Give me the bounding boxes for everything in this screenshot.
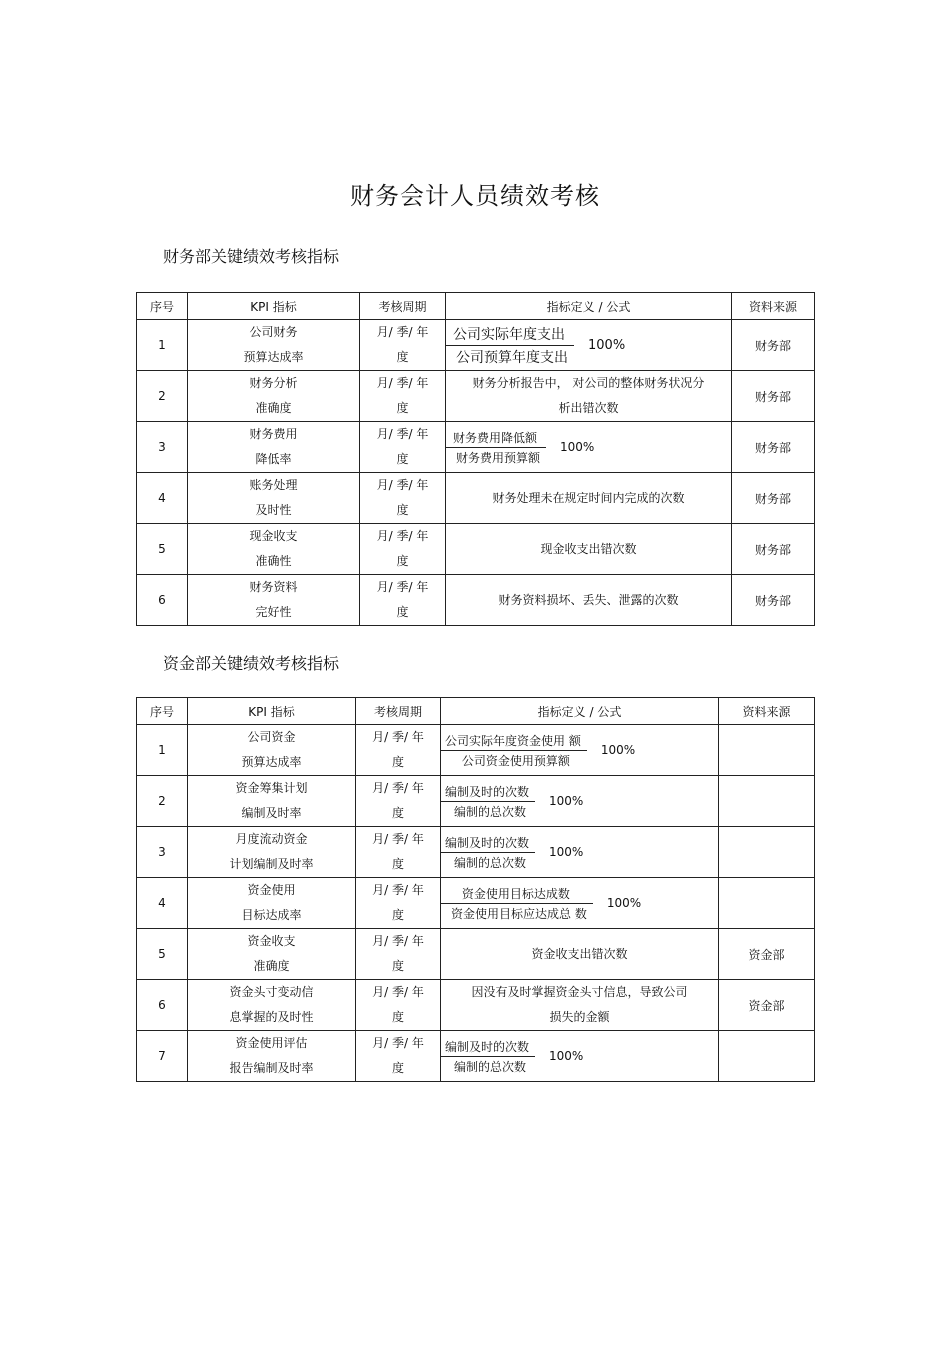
cell-definition [441, 827, 719, 878]
header-period: 考核周期 [360, 293, 446, 320]
cell-source [719, 776, 815, 827]
cell-kpi [188, 473, 360, 524]
formula-numerator: 编制及时的次数 [441, 1038, 535, 1057]
cell-period [356, 827, 441, 878]
table-header-row [137, 293, 815, 320]
header-no: 序号 [137, 293, 188, 320]
section-heading-funds: 资金部关键绩效考核指标 [163, 654, 340, 673]
header-no: 序号 [137, 698, 188, 725]
kpi-name-line: 月度流动资金 [235, 832, 308, 846]
finance-kpi-table [136, 292, 815, 626]
cell-source [719, 827, 815, 878]
cell-no: 6 [137, 575, 188, 626]
cell-no: 5 [137, 929, 188, 980]
funds-kpi-table [136, 697, 815, 1082]
cell-kpi [188, 422, 360, 473]
period-line: 度 [396, 401, 409, 415]
cell-source: 财务部 [732, 575, 815, 626]
kpi-name-line: 息掌握的及时性 [229, 1010, 314, 1024]
cell-definition [446, 473, 732, 524]
period-line: 月/ 季/ 年 [376, 529, 429, 543]
cell-no: 5 [137, 524, 188, 575]
formula-numerator: 公司实际年度资金使用 额 [441, 732, 587, 751]
header-source: 资料来源 [719, 698, 815, 725]
fraction [441, 1038, 535, 1075]
cell-source: 资金部 [719, 980, 815, 1031]
kpi-name-line: 准确度 [253, 959, 290, 973]
period-line: 度 [391, 755, 404, 769]
fraction [446, 429, 546, 466]
header-kpi: KPI 指标 [188, 293, 360, 320]
kpi-name-line: 准确度 [255, 401, 292, 415]
cell-definition [441, 776, 719, 827]
cell-definition [446, 371, 732, 422]
formula-denominator: 公司资金使用预算额 [461, 753, 570, 768]
kpi-name-line: 完好性 [255, 605, 292, 619]
fraction [441, 783, 535, 820]
cell-period [360, 524, 446, 575]
table-row [137, 980, 815, 1031]
formula-numerator: 编制及时的次数 [441, 783, 535, 802]
formula [441, 1038, 718, 1075]
formula-numerator: 公司实际年度支出 [446, 324, 574, 346]
fraction [441, 732, 587, 769]
period-line: 月/ 季/ 年 [376, 325, 429, 339]
cell-kpi [188, 320, 360, 371]
header-definition: 指标定义 / 公式 [446, 293, 732, 320]
formula-percent: 100% [549, 1049, 584, 1063]
kpi-name-line: 财务分析 [249, 376, 298, 390]
formula-denominator: 财务费用预算额 [456, 450, 541, 465]
cell-definition [441, 980, 719, 1031]
cell-source: 资金部 [719, 929, 815, 980]
definition-line: 资金收支出错次数 [531, 946, 628, 961]
cell-period [356, 725, 441, 776]
cell-period [356, 929, 441, 980]
kpi-name-line: 预算达成率 [241, 755, 302, 769]
cell-kpi [188, 371, 360, 422]
cell-definition [441, 929, 719, 980]
cell-period [360, 371, 446, 422]
period-line: 度 [396, 503, 409, 517]
table-row [137, 827, 815, 878]
kpi-name-line: 降低率 [255, 452, 292, 466]
cell-source: 财务部 [732, 473, 815, 524]
cell-no: 4 [137, 473, 188, 524]
formula [446, 429, 731, 466]
table-row [137, 929, 815, 980]
formula-percent: 100% [606, 896, 642, 910]
cell-period [356, 980, 441, 1031]
formula [441, 732, 718, 769]
formula-denominator: 编制的总次数 [454, 804, 527, 819]
kpi-name-line: 资金使用 [247, 883, 296, 897]
cell-no: 2 [137, 776, 188, 827]
kpi-name-line: 资金使用评估 [235, 1036, 308, 1050]
period-line: 月/ 季/ 年 [372, 883, 424, 897]
definition-line: 析出错次数 [558, 401, 619, 415]
cell-no: 2 [137, 371, 188, 422]
cell-period [356, 1031, 441, 1082]
header-period: 考核周期 [356, 698, 441, 725]
formula-denominator: 公司预算年度支出 [456, 349, 568, 366]
cell-source [719, 878, 815, 929]
cell-no: 1 [137, 725, 188, 776]
cell-kpi [188, 524, 360, 575]
kpi-name-line: 编制及时率 [241, 806, 302, 820]
cell-period [360, 320, 446, 371]
period-line: 度 [391, 959, 404, 973]
cell-definition [441, 878, 719, 929]
cell-kpi [188, 776, 356, 827]
cell-no: 4 [137, 878, 188, 929]
period-line: 度 [391, 1010, 404, 1024]
table-row [137, 776, 815, 827]
cell-kpi [188, 827, 356, 878]
period-line: 度 [396, 350, 409, 364]
period-line: 月/ 季/ 年 [372, 730, 424, 744]
cell-kpi [188, 878, 356, 929]
definition-line: 损失的金额 [549, 1010, 610, 1024]
cell-kpi [188, 980, 356, 1031]
period-line: 度 [396, 605, 409, 619]
cell-source [719, 725, 815, 776]
formula-percent: 100% [588, 337, 626, 353]
kpi-name-line: 报告编制及时率 [229, 1061, 314, 1075]
cell-source: 财务部 [732, 371, 815, 422]
period-line: 月/ 季/ 年 [372, 934, 424, 948]
formula-denominator: 资金使用目标应达成总 数 [451, 906, 587, 921]
fraction [441, 834, 535, 871]
cell-no: 6 [137, 980, 188, 1031]
kpi-name-line: 账务处理 [249, 478, 298, 492]
cell-definition [441, 725, 719, 776]
kpi-name-line: 目标达成率 [241, 908, 302, 922]
definition-line: 现金收支出错次数 [540, 541, 637, 556]
cell-kpi [188, 1031, 356, 1082]
period-line: 度 [391, 908, 404, 922]
formula-percent: 100% [549, 845, 584, 859]
cell-definition [446, 575, 732, 626]
definition-line: 财务分析报告中， 对公司的整体财务状况分 [472, 376, 705, 390]
period-line: 度 [396, 452, 409, 466]
cell-kpi [188, 929, 356, 980]
cell-definition [446, 320, 732, 371]
cell-definition [441, 1031, 719, 1082]
kpi-name-line: 财务资料 [249, 580, 298, 594]
formula-denominator: 编制的总次数 [454, 1059, 527, 1074]
cell-source: 财务部 [732, 524, 815, 575]
formula-numerator: 资金使用目标达成数 [441, 885, 593, 904]
kpi-name-line: 公司财务 [249, 325, 298, 339]
period-line: 月/ 季/ 年 [376, 580, 429, 594]
header-kpi: KPI 指标 [188, 698, 356, 725]
kpi-name-line: 准确性 [255, 554, 292, 568]
definition-line: 财务资料损坏、丢失、泄露的次数 [498, 592, 679, 607]
table-row [137, 1031, 815, 1082]
kpi-name-line: 资金收支 [247, 934, 296, 948]
cell-period [360, 575, 446, 626]
table-row [137, 524, 815, 575]
kpi-name-line: 预算达成率 [243, 350, 304, 364]
period-line: 月/ 季/ 年 [376, 427, 429, 441]
header-source: 资料来源 [732, 293, 815, 320]
kpi-name-line: 公司资金 [247, 730, 296, 744]
fraction [441, 885, 593, 922]
table-row [137, 575, 815, 626]
kpi-name-line: 财务费用 [249, 427, 298, 441]
formula [446, 324, 731, 367]
cell-period [356, 878, 441, 929]
period-line: 度 [391, 857, 404, 871]
period-line: 月/ 季/ 年 [376, 376, 429, 390]
formula [441, 834, 718, 871]
cell-definition [446, 422, 732, 473]
formula [441, 783, 718, 820]
table-header-row [137, 698, 815, 725]
period-line: 月/ 季/ 年 [372, 1036, 424, 1050]
cell-source: 财务部 [732, 320, 815, 371]
section-heading-finance: 财务部关键绩效考核指标 [163, 247, 340, 266]
cell-kpi [188, 575, 360, 626]
formula-percent: 100% [600, 743, 636, 757]
kpi-name-line: 及时性 [255, 503, 292, 517]
formula-percent: 100% [549, 794, 584, 808]
table-row [137, 320, 815, 371]
kpi-name-line: 计划编制及时率 [229, 857, 314, 871]
formula-numerator: 财务费用降低额 [446, 429, 546, 448]
formula-denominator: 编制的总次数 [454, 855, 527, 870]
cell-kpi [188, 725, 356, 776]
fraction [446, 324, 574, 367]
table-row [137, 725, 815, 776]
header-definition: 指标定义 / 公式 [441, 698, 719, 725]
cell-no: 7 [137, 1031, 188, 1082]
cell-source: 财务部 [732, 422, 815, 473]
table-row [137, 422, 815, 473]
kpi-name-line: 资金头寸变动信 [229, 985, 314, 999]
cell-definition [446, 524, 732, 575]
cell-no: 3 [137, 422, 188, 473]
cell-period [356, 776, 441, 827]
cell-no: 3 [137, 827, 188, 878]
period-line: 月/ 季/ 年 [372, 985, 424, 999]
definition-line: 因没有及时掌握资金头寸信息，导致公司 [471, 985, 688, 999]
period-line: 度 [396, 554, 409, 568]
cell-period [360, 473, 446, 524]
period-line: 月/ 季/ 年 [372, 832, 424, 846]
period-line: 度 [391, 806, 404, 820]
formula [441, 885, 718, 922]
period-line: 月/ 季/ 年 [376, 478, 429, 492]
cell-period [360, 422, 446, 473]
page-title: 财务会计人员绩效考核 [350, 182, 600, 210]
period-line: 度 [391, 1061, 404, 1075]
kpi-name-line: 现金收支 [249, 529, 298, 543]
cell-source [719, 1031, 815, 1082]
table-row [137, 473, 815, 524]
cell-no: 1 [137, 320, 188, 371]
period-line: 月/ 季/ 年 [372, 781, 424, 795]
definition-line: 财务处理未在规定时间内完成的次数 [492, 490, 685, 505]
formula-numerator: 编制及时的次数 [441, 834, 535, 853]
formula-percent: 100% [560, 440, 595, 454]
table-row [137, 371, 815, 422]
kpi-name-line: 资金筹集计划 [235, 781, 308, 795]
table-row [137, 878, 815, 929]
